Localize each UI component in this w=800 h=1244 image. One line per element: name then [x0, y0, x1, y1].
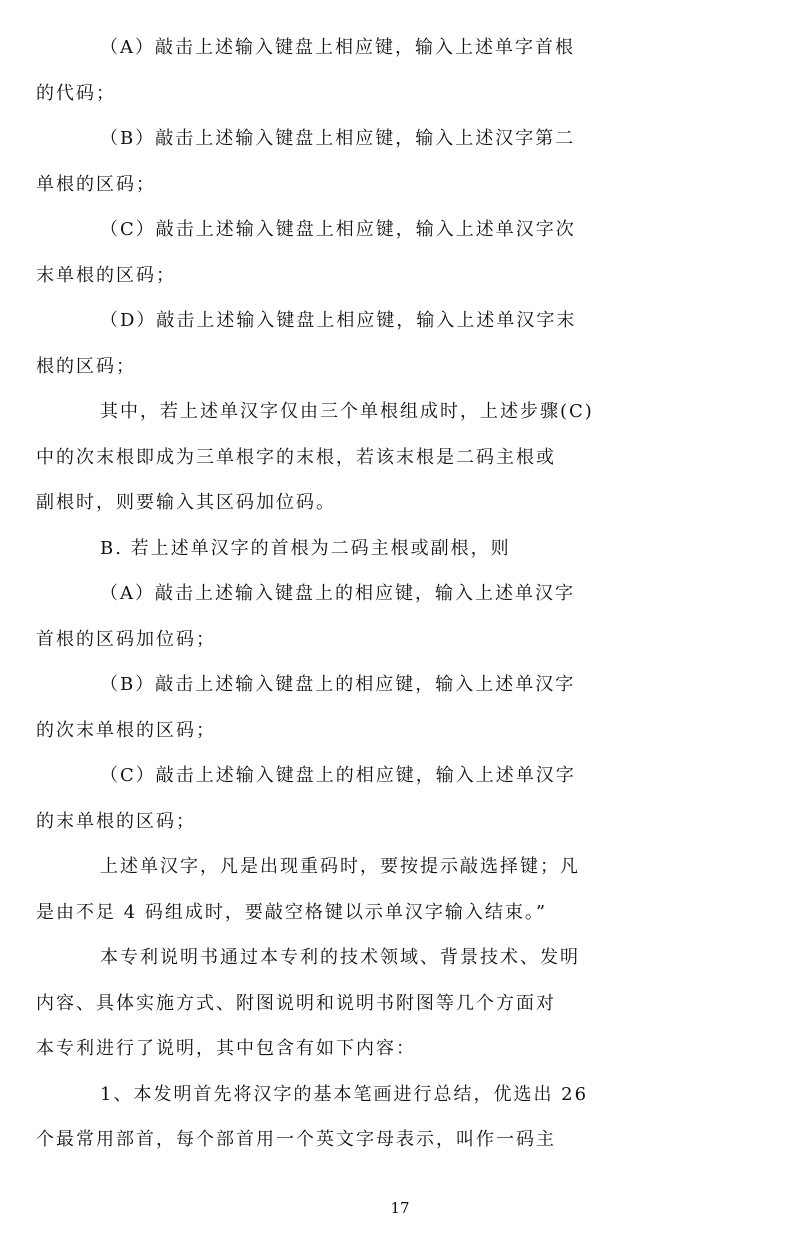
text-line: （A）敲击上述输入键盘上相应键，输入上述单字首根 — [100, 37, 575, 58]
text-line: 的代码； — [36, 83, 116, 104]
text-line: （C）敲击上述输入键盘上的相应键，输入上述单汉字 — [100, 765, 576, 786]
text-line: 是由不足 4 码组成时，要敲空格键以示单汉字输入结束。” — [36, 902, 548, 923]
text-line: 末单根的区码； — [36, 265, 176, 286]
text-line: B. 若上述单汉字的首根为二码主根或副根，则 — [100, 538, 511, 559]
text-line: 本专利进行了说明，其中包含有如下内容： — [36, 1038, 416, 1059]
text-line: （C）敲击上述输入键盘上相应键，输入上述单汉字次 — [100, 219, 576, 240]
text-line: （D）敲击上述输入键盘上相应键，输入上述单汉字末 — [100, 310, 577, 331]
text-line: 的次末单根的区码； — [36, 720, 216, 741]
text-line: 上述单汉字，凡是出现重码时，要按提示敲选择键；凡 — [100, 856, 580, 877]
text-line: 内容、具体实施方式、附图说明和说明书附图等几个方面对 — [36, 993, 556, 1014]
text-line: 本专利说明书通过本专利的技术领域、背景技术、发明 — [100, 947, 580, 968]
text-line: 其中，若上述单汉字仅由三个单根组成时，上述步骤(C) — [100, 401, 594, 422]
text-line: （B）敲击上述输入键盘上的相应键，输入上述单汉字 — [100, 674, 576, 695]
text-line: 个最常用部首，每个部首用一个英文字母表示，叫作一码主 — [36, 1129, 556, 1150]
text-line: 根的区码； — [36, 356, 136, 377]
text-line: 的末单根的区码； — [36, 811, 196, 832]
text-line: 副根时，则要输入其区码加位码。 — [36, 492, 336, 513]
text-line: （B）敲击上述输入键盘上相应键，输入上述汉字第二 — [100, 128, 576, 149]
text-line: 1、本发明首先将汉字的基本笔画进行总结，优选出 26 — [100, 1084, 589, 1105]
text-line: 中的次末根即成为三单根字的末根，若该末根是二码主根或 — [36, 447, 556, 468]
text-line: 首根的区码加位码； — [36, 629, 216, 650]
text-line: 单根的区码； — [36, 174, 156, 195]
text-line: （A）敲击上述输入键盘上的相应键，输入上述单汉字 — [100, 583, 575, 604]
page-number: 17 — [390, 1199, 410, 1217]
